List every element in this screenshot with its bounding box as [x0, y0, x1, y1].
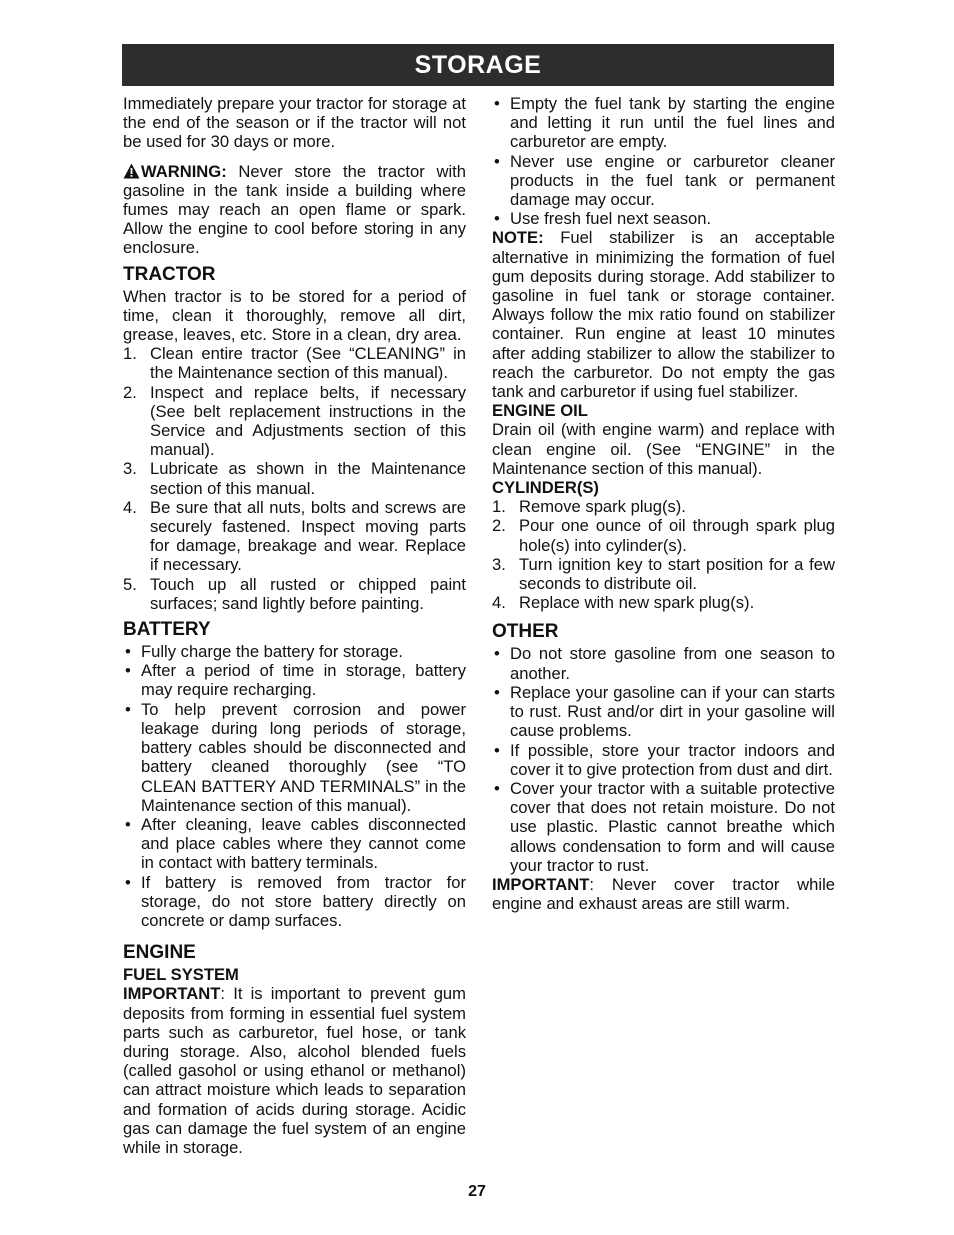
list-item: 1. Remove spark plug(s).: [492, 497, 686, 517]
tractor-intro: When tractor is to be stored for a period of time, clean it thoroughly, remove all dirt, grease, leaves, etc. Store in a clean, dry area.: [123, 286, 466, 345]
list-item: • Fully charge the battery for storage.: [125, 642, 403, 662]
list-item: • Empty the fuel tank by starting the engine and letting it run until the fuel lines and carburetor are empty.: [494, 94, 835, 152]
list-item: • Do not store gasoline from one season to another.: [494, 644, 835, 683]
list-item: 1. Clean entire tractor (See “CLEANING” in the Maintenance section of this manual).: [123, 344, 466, 383]
right-column: [492, 94, 835, 913]
engine-oil-text: Drain oil (with engine warm) and replace with clean engine oil. (See “ENGINE” in the Maintenance section of this manual).: [492, 420, 835, 478]
list-item: • If possible, store your tractor indoors and cover it to give protection from dust and dirt.: [494, 740, 835, 779]
cylinders-heading: CYLINDER(S): [492, 478, 599, 498]
list-item: 2. Inspect and replace belts, if necessary (See belt replacement instructions in the Service and Adjustments section of this manual).: [123, 382, 466, 460]
list-item: 3. Turn ignition key to start position for a few seconds to distribute oil.: [492, 554, 835, 594]
left-column: [123, 94, 466, 1157]
list-item: • After cleaning, leave cables disconnected and place cables where they cannot come in contact with battery terminals.: [125, 814, 466, 873]
fuel-system-heading: FUEL SYSTEM: [123, 965, 239, 985]
list-item: 5. Touch up all rusted or chipped paint surfaces; sand lightly before painting.: [123, 574, 466, 613]
list-item: • After a period of time in storage, battery may require recharging.: [125, 661, 466, 700]
engine-oil-heading: ENGINE OIL: [492, 401, 588, 421]
list-item: • Replace your gasoline can if your can starts to rust. Rust and/or dirt in your gasoline will cause problems.: [494, 682, 835, 741]
battery-heading: BATTERY: [123, 619, 211, 641]
list-item: • If battery is removed from tractor for storage, do not store battery directly on concrete or damp surfaces.: [125, 872, 466, 930]
list-item: 3. Lubricate as shown in the Maintenance section of this manual.: [123, 459, 466, 498]
warning-text: Never store the tractor with gasoline in the tank inside a building where fumes may reach an open flame or spark. Allow the engine to cool before storing in any enclosure.: [123, 161, 466, 258]
page-title: STORAGE: [414, 50, 542, 79]
battery-list: [123, 642, 466, 930]
fuel-stabilizer-note: NOTE: Fuel stabilizer is an acceptable alternative in minimizing the formation of fuel gum deposits during storage. Add stabilizer to gasoline in fuel tank or storage container. Always follow the mix ratio found on stabilizer container. Run engine at least 10 minutes after adding stabilizer to allow the stabilizer to reach the carburetor. Do not empty the gas tank and carburetor if using fuel stabilizer.: [492, 228, 835, 402]
warning-paragraph: [123, 162, 466, 258]
list-item: • To help prevent corrosion and power leakage during long periods of storage, battery cables should be disconnected and battery cleaned thoroughly (see “TO CLEAN BATTERY AND TERMINALS” in the Maintenance section of this manual).: [125, 699, 466, 815]
list-item: 4. Be sure that all nuts, bolts and screws are securely fastened. Inspect moving parts for damage, breakage and wear. Replace if necessary.: [123, 497, 466, 575]
cylinders-steps: [492, 497, 835, 612]
tractor-heading: TRACTOR: [123, 263, 216, 285]
section-banner: [122, 44, 834, 86]
other-list: [492, 644, 835, 874]
list-item: • Never use engine or carburetor cleaner products in the fuel tank or permanent damage may occur.: [494, 151, 835, 210]
engine-heading: ENGINE: [123, 942, 196, 964]
fuel-system-important: IMPORTANT: It is important to prevent gum deposits from forming in essential fuel system parts such as carburetor, fuel hose, or tank during storage. Also, alcohol blended fuels (called gasohol or using ethanol or methanol) can attract moisture which leads to separation and formation of acids during storage. Acidic gas can damage the fuel system of an engine while in storage.: [123, 984, 466, 1157]
intro-paragraph: Immediately prepare your tractor for storage at the end of the season or if the tractor will not be used for 30 days or more.: [123, 94, 466, 152]
other-heading: OTHER: [492, 621, 559, 643]
list-item: • Cover your tractor with a suitable protective cover that does not retain moisture. Do not use plastic. Plastic cannot breathe which allows condensation to form and will cause your tractor to rust.: [494, 778, 835, 875]
page-number: 27: [468, 1183, 486, 1200]
list-item: 4. Replace with new spark plug(s).: [492, 593, 755, 613]
fuel-system-list: [492, 94, 835, 228]
list-item: 2. Pour one ounce of oil through spark plug hole(s) into cylinder(s).: [492, 516, 835, 555]
list-item: • Use fresh fuel next season.: [494, 209, 712, 229]
warning-label: WARNING:: [141, 161, 227, 181]
other-important: IMPORTANT: Never cover tractor while engine and exhaust areas are still warm.: [492, 874, 835, 914]
warning-triangle-icon: [123, 163, 140, 179]
tractor-steps: [123, 344, 466, 613]
